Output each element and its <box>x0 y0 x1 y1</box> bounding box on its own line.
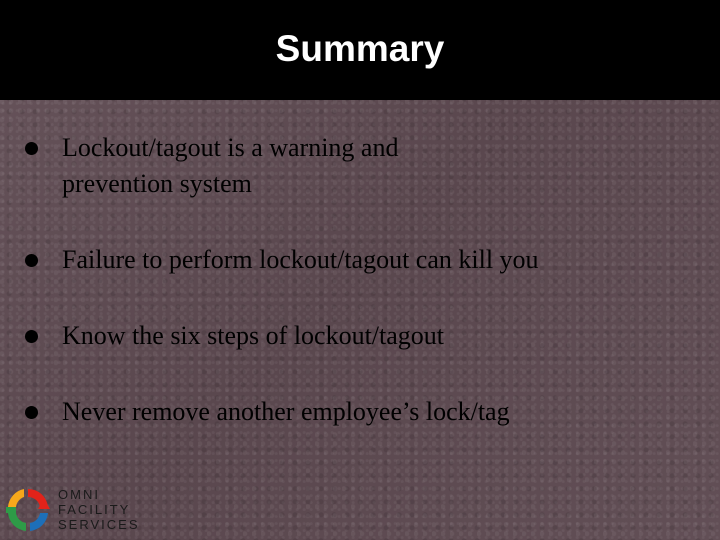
logo-line: FACILITY <box>58 502 131 517</box>
omni-circular-arrows-icon <box>4 485 52 535</box>
bullet-text: Know the six steps of lockout/tagout <box>62 321 445 350</box>
logo-wordmark <box>58 487 140 532</box>
bullet-icon <box>25 406 38 419</box>
bullet-text: Lockout/tagout is a warning and prevention system <box>62 133 399 198</box>
bullet-text: Failure to perform lockout/tagout can kill you <box>62 245 539 274</box>
list-item <box>25 318 672 354</box>
list-item <box>25 242 672 278</box>
bullet-icon <box>25 254 38 267</box>
bullet-text: Never remove another employee’s lock/tag <box>62 397 510 426</box>
company-logo <box>4 485 139 537</box>
list-item <box>25 130 492 202</box>
logo-line: OMNI <box>58 487 100 502</box>
logo-line: SERVICES <box>58 517 140 532</box>
bullet-icon <box>25 142 38 155</box>
slide-title: Summary <box>275 28 445 69</box>
bullet-icon <box>25 330 38 343</box>
title-bar <box>0 0 720 100</box>
list-item <box>25 394 672 430</box>
